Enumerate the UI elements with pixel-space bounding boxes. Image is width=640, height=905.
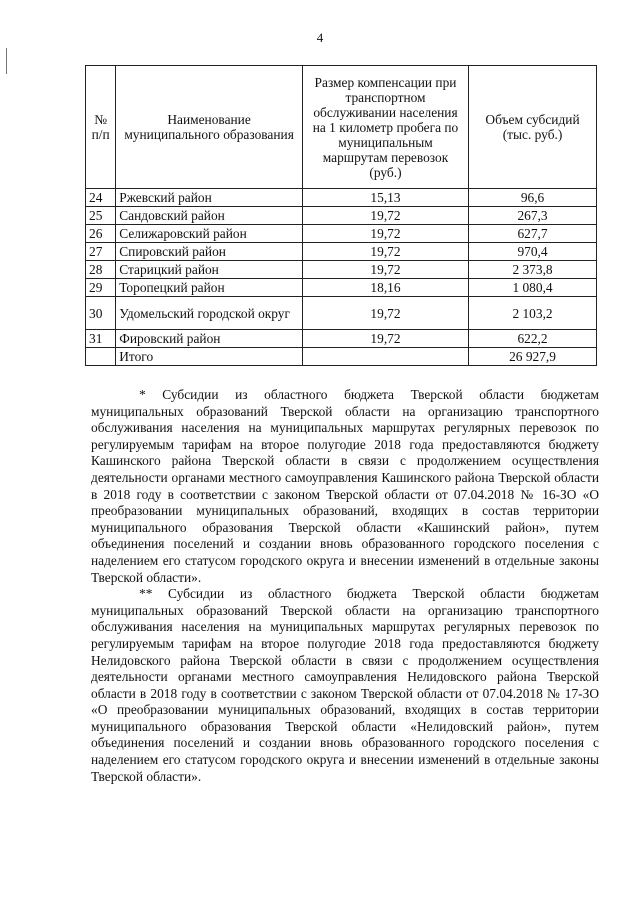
footnote-kashin: * Субсидии из областного бюджета Тверской области бюджетам муниципальных образований Тверской области на организацию транспортного обслуживания населения на муниципальных маршрутах регулярных перевозок по регулируемым тарифам на второе полугодие 2018 года предоставляются бюджету Кашинского района Тверской области в связи с продолжением осуществления деятельности органами местного самоуправления Кашинского района Тверской области в 2018 году в соответствии с законом Тверской области от 07.04.2018 № 16-ЗО «О преобразовании муниципальных образований, входящих в состав территории муниципального образования Тверской области «Кашинский район», путем объединения поселений и создании вновь образованного городского поселения с наделением его статусом городского округа и внесении изменений в отдельные законы Тверской области». (91, 387, 599, 585)
row-volume: 1 080,4 (469, 279, 597, 297)
row-name: Удомельский городской округ (116, 297, 303, 330)
table-row (86, 297, 597, 330)
row-name: Сандовский район (116, 207, 303, 225)
row-compensation: 19,72 (302, 330, 468, 348)
row-name: Фировский район (116, 330, 303, 348)
header-num: № п/п (86, 66, 116, 189)
row-name: Торопецкий район (116, 279, 303, 297)
row-num: 30 (86, 297, 116, 330)
row-volume: 627,7 (469, 225, 597, 243)
table-row (86, 243, 597, 261)
header-compensation: Размер компенсации при транспортном обслуживании населения на 1 километр пробега по муниципальным маршрутам перевозок (руб.) (302, 66, 468, 189)
row-compensation: 19,72 (302, 207, 468, 225)
row-num: 31 (86, 330, 116, 348)
row-compensation: 19,72 (302, 225, 468, 243)
table-header-row (86, 66, 597, 189)
total-compensation-cell (302, 348, 468, 366)
table-row (86, 279, 597, 297)
table-row (86, 330, 597, 348)
table-row (86, 207, 597, 225)
total-volume: 26 927,9 (469, 348, 597, 366)
subsidy-table (85, 65, 597, 366)
table-row (86, 225, 597, 243)
table-row (86, 189, 597, 207)
row-num: 27 (86, 243, 116, 261)
total-label: Итого (116, 348, 303, 366)
header-volume: Объем субсидий (тыс. руб.) (469, 66, 597, 189)
row-num: 25 (86, 207, 116, 225)
total-row (86, 348, 597, 366)
row-num: 24 (86, 189, 116, 207)
row-volume: 622,2 (469, 330, 597, 348)
row-volume: 96,6 (469, 189, 597, 207)
row-volume: 2 103,2 (469, 297, 597, 330)
row-compensation: 19,72 (302, 297, 468, 330)
row-compensation: 19,72 (302, 261, 468, 279)
table-row (86, 261, 597, 279)
row-volume: 2 373,8 (469, 261, 597, 279)
row-name: Спировский район (116, 243, 303, 261)
row-compensation: 18,16 (302, 279, 468, 297)
row-volume: 970,4 (469, 243, 597, 261)
footnote-nelidovo: ** Субсидии из областного бюджета Тверской области бюджетам муниципальных образований Тверской области на организацию транспортного обслуживания населения на муниципальных маршрутах регулярных перевозок по регулируемым тарифам на второе полугодие 2018 года предоставляются бюджету Нелидовского района Тверской области в связи с продолжением осуществления деятельности органами местного самоуправления Нелидовского района Тверской области в 2018 году в соответствии с законом Тверской области от 07.04.2018 № 17-ЗО «О преобразовании муниципальных образований, входящих в состав территории муниципального образования Тверской области «Нелидовский район», путем объединения поселений и создании вновь образованного городского поселения с наделением его статусом городского округа и внесении изменений в отдельные законы Тверской области». (91, 586, 599, 784)
page-number: 4 (316, 30, 324, 45)
total-num-cell (86, 348, 116, 366)
row-volume: 267,3 (469, 207, 597, 225)
header-name: Наименование муниципального образования (116, 66, 303, 189)
row-name: Селижаровский район (116, 225, 303, 243)
row-compensation: 15,13 (302, 189, 468, 207)
row-num: 26 (86, 225, 116, 243)
row-name: Старицкий район (116, 261, 303, 279)
margin-mark (6, 48, 7, 74)
footnotes (91, 387, 599, 785)
row-name: Ржевский район (116, 189, 303, 207)
row-num: 28 (86, 261, 116, 279)
row-compensation: 19,72 (302, 243, 468, 261)
row-num: 29 (86, 279, 116, 297)
